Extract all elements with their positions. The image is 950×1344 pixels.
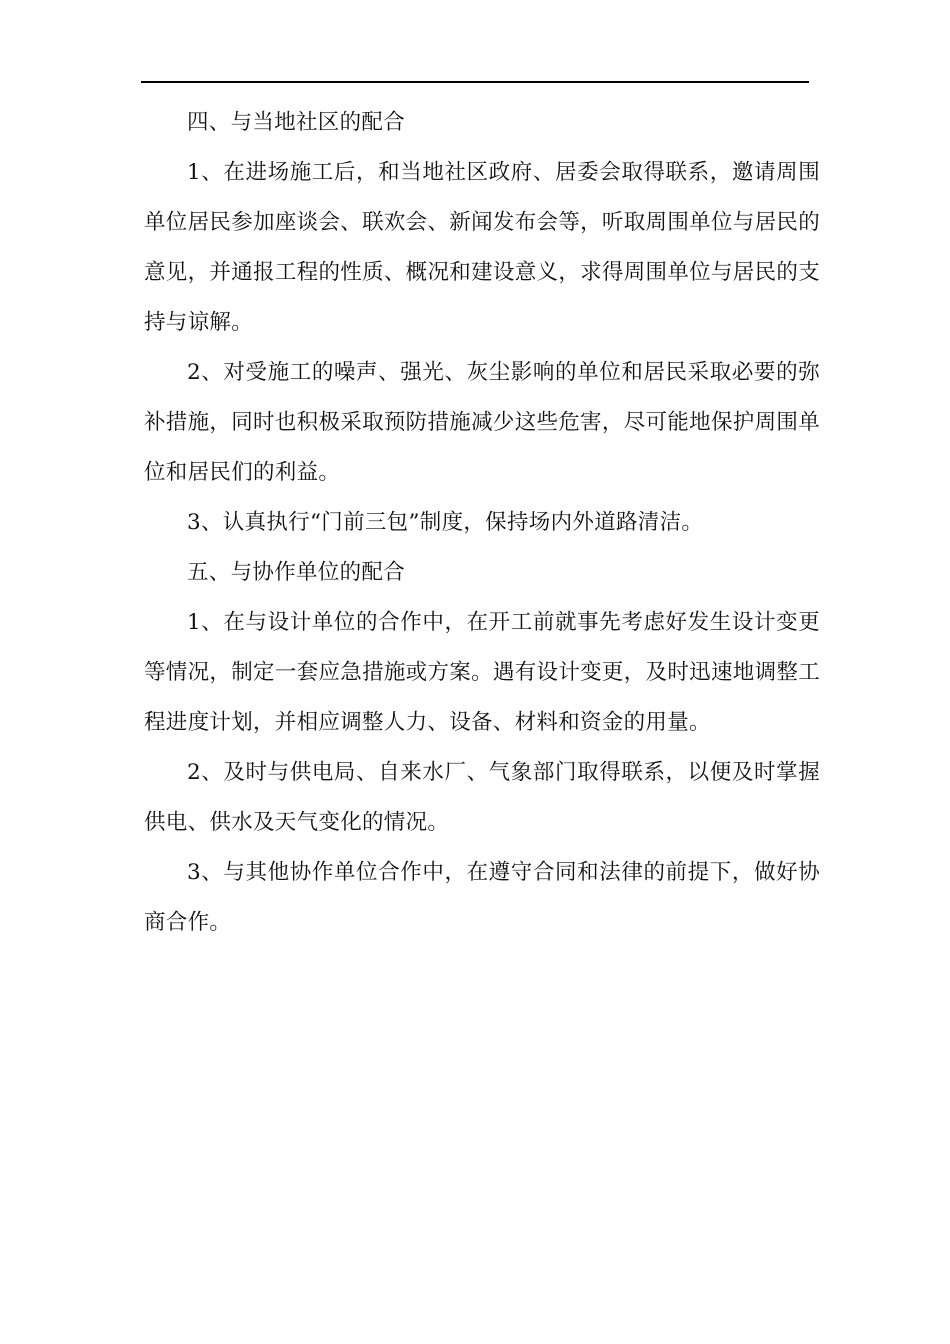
paragraph-community-1: 1、在进场施工后，和当地社区政府、居委会取得联系，邀请周围单位居民参加座谈会、联欢会、新闻发布会等，听取周围单位与居民的意见，并通报工程的性质、概况和建设意义，求得周围单位与居民的支持与谅解。 xyxy=(144,160,820,335)
paragraph-community-2: 2、对受施工的噪声、强光、灰尘影响的单位和居民采取必要的弥补措施，同时也积极采取预防措施减少这些危害，尽可能地保护周围单位和居民们的利益。 xyxy=(144,360,820,485)
paragraph-partners-2: 2、及时与供电局、自来水厂、气象部门取得联系，以便及时掌握供电、供水及天气变化的情况。 xyxy=(144,760,820,835)
document-body xyxy=(144,98,820,948)
section-heading-partners: 五、与协作单位的配合 xyxy=(187,560,406,585)
section-heading-community: 四、与当地社区的配合 xyxy=(187,110,406,135)
header-rule xyxy=(141,81,809,83)
paragraph-partners-1: 1、在与设计单位的合作中，在开工前就事先考虑好发生设计变更等情况，制定一套应急措施或方案。遇有设计变更，及时迅速地调整工程进度计划，并相应调整人力、设备、材料和资金的用量。 xyxy=(144,610,820,735)
paragraph-community-3: 3、认真执行“门前三包”制度，保持场内外道路清洁。 xyxy=(187,510,704,535)
paragraph-partners-3: 3、与其他协作单位合作中，在遵守合同和法律的前提下，做好协商合作。 xyxy=(144,860,820,935)
